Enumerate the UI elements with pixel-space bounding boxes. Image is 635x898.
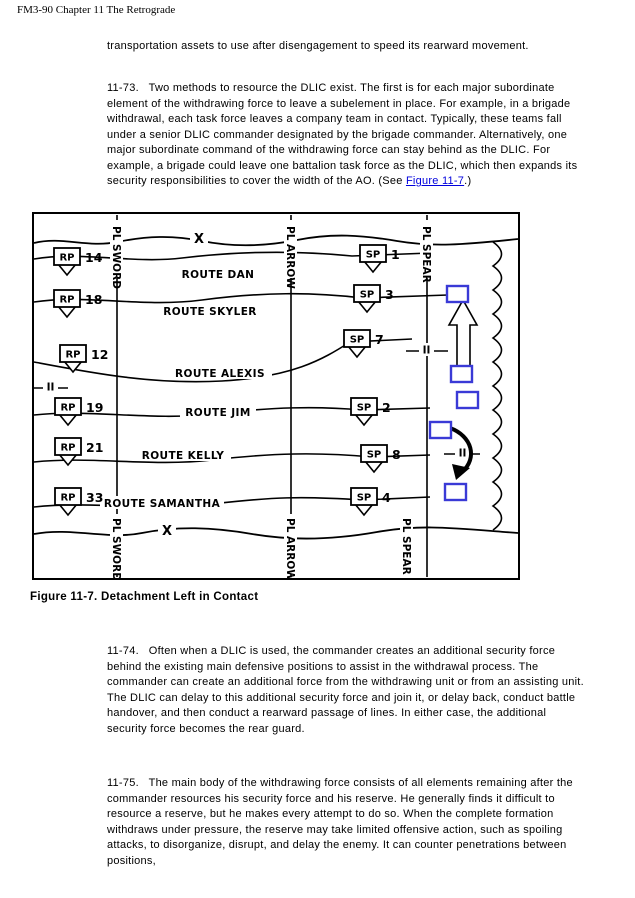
sp-label: SP <box>365 249 381 261</box>
up-arrow <box>449 300 477 368</box>
page-header: FM3-90 Chapter 11 The Retrograde <box>17 4 176 16</box>
paragraph-11-73-tail: .) <box>464 175 472 187</box>
sp-marker <box>351 488 391 515</box>
sp-marker <box>351 398 391 425</box>
top-boundary-line <box>34 236 518 246</box>
paragraph-11-73-text: 11-73. Two methods to resource the DLIC exist. The first is for each major subordinate element of the withdrawing force to leave a subelement in place. For example, in a brigade withdrawal, each task force leaves a company team in contact. Typically, these teams fall under a senior DLIC commander designated by the brigade commander. Alternatively, one major subordinate command of the withdrawing force can stay behind as the DLIC. For example, a brigade could leave one battalion task force as the DLIC, which then expands its security responsibilities to cover the width of the AO. (See <box>107 82 578 187</box>
phase-line-label-sword-top <box>110 220 123 289</box>
svg-text:PL SWORD: PL SWORD <box>110 518 122 580</box>
svg-text:X: X <box>161 524 173 539</box>
route-label-alexis <box>168 366 272 380</box>
rp-label: RP <box>60 492 76 504</box>
figure-caption: Figure 11-7. Detachment Left in Contact <box>30 591 259 603</box>
echelon-ii-label: II <box>46 381 55 394</box>
svg-text:PL ARROW: PL ARROW <box>284 226 296 289</box>
sp-label: SP <box>356 402 372 414</box>
rp-number: 18 <box>85 292 103 307</box>
unit-symbol <box>457 392 478 408</box>
route-label-samantha <box>100 496 224 510</box>
svg-text:ROUTE DAN: ROUTE DAN <box>181 269 255 281</box>
sp-marker <box>354 285 394 312</box>
figure-11-7 <box>32 212 520 585</box>
echelon-ii-label: II <box>458 447 467 460</box>
sp-marker <box>361 445 401 472</box>
boundary-x-top <box>190 231 208 247</box>
dlic-diagram <box>32 212 520 580</box>
route-label-skyler <box>160 304 260 318</box>
route-label-kelly <box>135 448 231 462</box>
rp-marker <box>54 248 103 275</box>
svg-text:PL ARROW: PL ARROW <box>284 518 296 580</box>
echelon-mark-right-upper <box>406 343 448 357</box>
rp-number: 33 <box>86 490 104 505</box>
boundary-x-bottom <box>158 523 176 539</box>
rp-label: RP <box>59 252 75 264</box>
rp-number: 12 <box>91 347 109 362</box>
svg-text:ROUTE JIM: ROUTE JIM <box>185 407 251 419</box>
paragraph-11-75: 11-75. The main body of the withdrawing force consists of all elements remaining after the commander resources his security force and his reserve. He generally finds it difficult to resource a reserve, but he makes every attempt to do so. When the complete formation withdraws under pressure, the reserve may take limited offensive action, such as spoiling attacks, to disorganize, disrupt, and delay the enemy. It can counter penetrations between positions, <box>107 777 573 867</box>
phase-line-label-sword-bottom <box>110 514 123 580</box>
rp-label: RP <box>60 402 76 414</box>
sp-marker <box>360 245 400 272</box>
echelon-mark-right-lower <box>444 446 480 460</box>
sp-number: 2 <box>382 400 391 415</box>
sp-label: SP <box>366 449 382 461</box>
unit-symbol <box>445 484 466 500</box>
sp-number: 4 <box>382 490 391 505</box>
sp-label: SP <box>349 334 365 346</box>
svg-text:PL SPEAR: PL SPEAR <box>420 226 432 283</box>
rp-label: RP <box>60 442 76 454</box>
paragraph-11-74: 11-74. Often when a DLIC is used, the commander creates an additional security force behind the existing main defensive positions to assist in the withdrawal process. The commander can create an additional force from the withdrawing unit or from an assisting unit. The DLIC can delay to this additional security force and join it, or delay back, conduct battle handover, and then conduct a rearward passage of lines. In either case, the additional security force becomes the rear guard. <box>107 645 584 735</box>
unit-symbol <box>430 422 451 438</box>
sp-label: SP <box>359 289 375 301</box>
rp-marker <box>55 488 103 515</box>
svg-text:PL SPEAR: PL SPEAR <box>400 518 412 575</box>
svg-text:PL SWORD: PL SWORD <box>110 226 122 289</box>
figure-border <box>33 213 519 579</box>
rp-number: 21 <box>86 440 104 455</box>
rp-label: RP <box>59 294 75 306</box>
route-label-dan <box>176 267 260 281</box>
contact-line <box>493 242 502 530</box>
phase-line-label-spear-top <box>420 220 433 283</box>
sp-number: 1 <box>391 247 400 262</box>
paragraph-intro: transportation assets to use after disengagement to speed its rearward movement. <box>107 40 529 52</box>
unit-symbol <box>447 286 468 302</box>
unit-symbol <box>451 366 472 382</box>
echelon-ii-label: II <box>422 344 431 357</box>
rp-marker <box>54 290 102 317</box>
sp-marker <box>344 330 384 357</box>
svg-text:ROUTE SKYLER: ROUTE SKYLER <box>163 306 257 318</box>
rp-number: 14 <box>85 250 103 265</box>
svg-text:X: X <box>193 232 205 247</box>
bottom-boundary-line <box>34 527 518 538</box>
rp-number: 19 <box>86 400 104 415</box>
echelon-mark-left <box>34 380 68 394</box>
sp-number: 8 <box>392 447 401 462</box>
phase-line-label-arrow-top <box>284 220 297 289</box>
svg-text:ROUTE ALEXIS: ROUTE ALEXIS <box>175 368 265 380</box>
sp-label: SP <box>356 492 372 504</box>
rp-label: RP <box>65 349 81 361</box>
figure-11-7-link[interactable]: Figure 11-7 <box>405 175 465 187</box>
rp-marker <box>55 398 103 425</box>
svg-text:ROUTE SAMANTHA: ROUTE SAMANTHA <box>103 498 221 510</box>
paragraph-11-73 <box>107 81 585 190</box>
route-label-jim <box>180 405 256 419</box>
sp-number: 7 <box>375 332 384 347</box>
phase-line-label-arrow-bottom <box>284 514 297 580</box>
svg-text:ROUTE KELLY: ROUTE KELLY <box>141 450 225 462</box>
phase-line-label-spear-bottom <box>400 514 413 575</box>
sp-number: 3 <box>385 287 394 302</box>
